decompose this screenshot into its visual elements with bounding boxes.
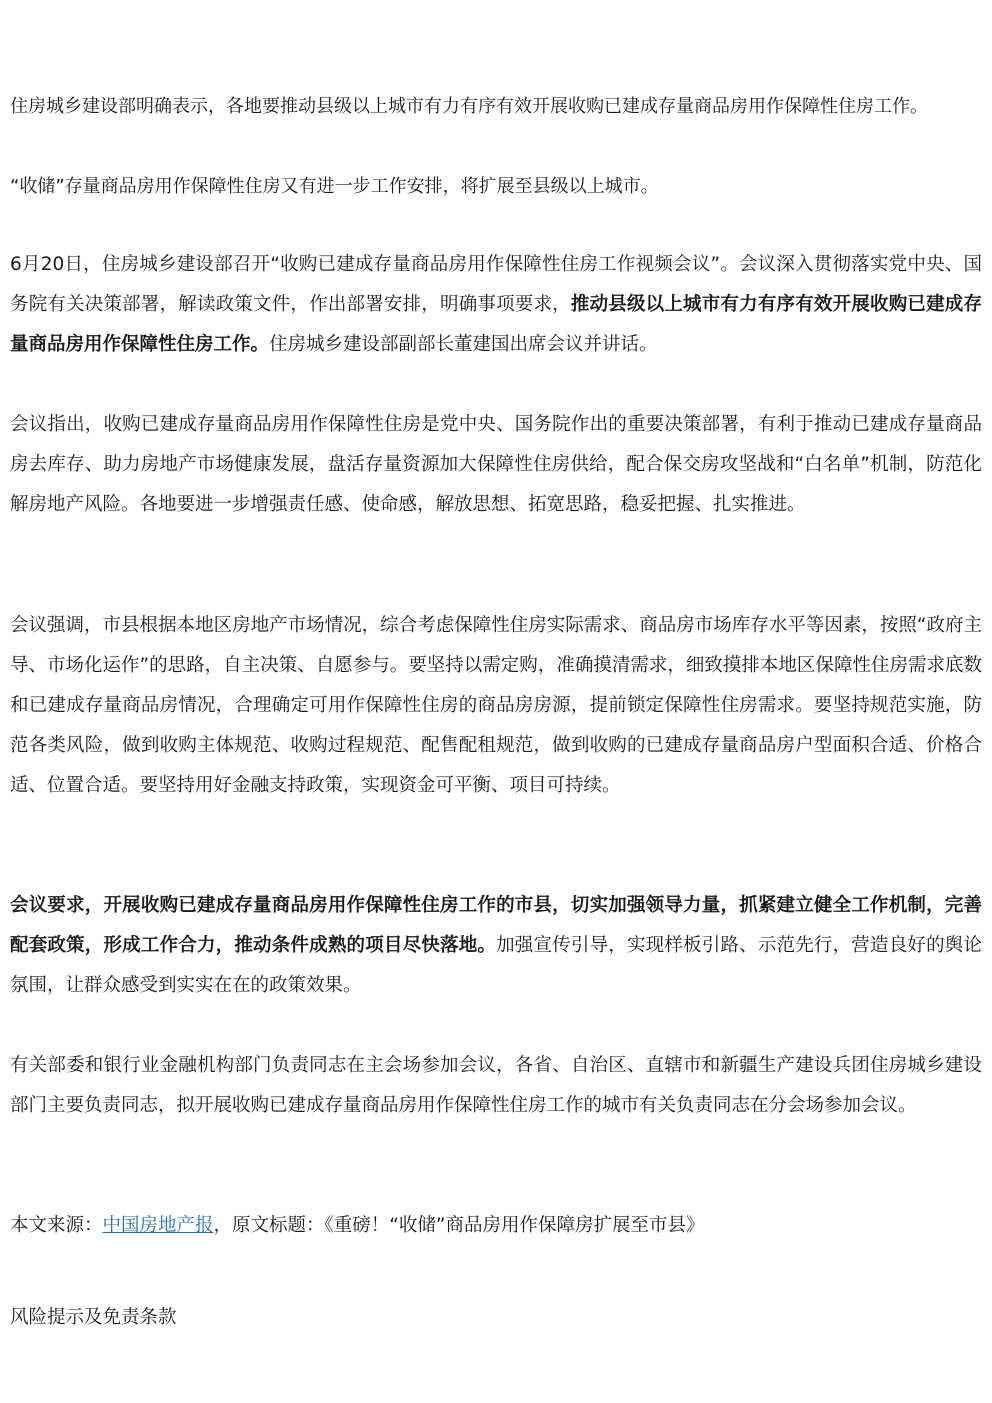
paragraph-meeting-intro (10, 245, 982, 365)
paragraph-meeting-requirements (10, 886, 982, 1006)
article-summary: 住房城乡建设部明确表示，各地要推动县级以上城市有力有序有效开展收购已建成存量商品房用作保障性住房工作。 (10, 96, 928, 117)
article-subtitle: “收储”存量商品房用作保障性住房又有进一步工作安排，将扩展至县级以上城市。 (10, 176, 659, 197)
paragraph-text: 加强宣传引导，实现样板引路、示范先行，营造良好的舆论氛围，让群众感受到实实在在的政策效果。 (10, 935, 982, 996)
disclaimer-title: 风险提示及免责条款 (10, 1307, 177, 1328)
paragraph-text: 住房城乡建设部副部长董建国出席会议并讲话。 (269, 334, 658, 355)
source-suffix: ，原文标题：《重磅！“收储”商品房用作保障房扩展至市县》 (213, 1215, 705, 1236)
paragraph-bold-text: 推动县级以上城市有力有序有效开展收购已建成存量商品房用作保障性住房工作。 (10, 294, 982, 355)
source-prefix: 本文来源： (10, 1215, 103, 1236)
paragraph-attendees: 有关部委和银行业金融机构部门负责同志在主会场参加会议，各省、自治区、直辖市和新疆生产建设兵团住房城乡建设部门主要负责同志，拟开展收购已建成存量商品房用作保障性住房工作的城市有关负责同志在分会场参加会议。 (10, 1055, 982, 1116)
source-link[interactable]: 中国房地产报 (102, 1215, 214, 1236)
article-source (10, 1206, 982, 1246)
paragraph-meeting-emphasis: 会议强调，市县根据本地区房地产市场情况，综合考虑保障性住房实际需求、商品房市场库存水平等因素，按照“政府主导、市场化运作”的思路，自主决策、自愿参与。要坚持以需定购，准确摸清需求，细致摸排本地区保障性住房需求底数和已建成存量商品房情况，合理确定可用作保障性住房的商品房房源，提前锁定保障性住房需求。要坚持规范实施，防范各类风险，做到收购主体规范、收购过程规范、配售配租规范，做到收购的已建成存量商品房户型面积合适、价格合适、位置合适。要坚持用好金融支持政策，实现资金可平衡、项目可持续。 (10, 615, 982, 796)
paragraph-bold-text: 会议要求，开展收购已建成存量商品房用作保障性住房工作的市县，切实加强领导力量，抓紧建立健全工作机制，完善配套政策，形成工作合力，推动条件成熟的项目尽快落地。 (10, 895, 982, 956)
paragraph-text: 6月20日，住房城乡建设部召开“收购已建成存量商品房用作保障性住房工作视频会议”。会议深入贯彻落实党中央、国务院有关决策部署，解读政策文件，作出部署安排，明确事项要求， (10, 254, 982, 315)
paragraph-meeting-points: 会议指出，收购已建成存量商品房用作保障性住房是党中央、国务院作出的重要决策部署，有利于推动已建成存量商品房去库存、助力房地产市场健康发展，盘活存量资源加大保障性住房供给，配合保交房攻坚战和“白名单”机制，防范化解房地产风险。各地要进一步增强责任感、使命感，解放思想、拓宽思路，稳妥把握、扎实推进。 (10, 414, 982, 515)
